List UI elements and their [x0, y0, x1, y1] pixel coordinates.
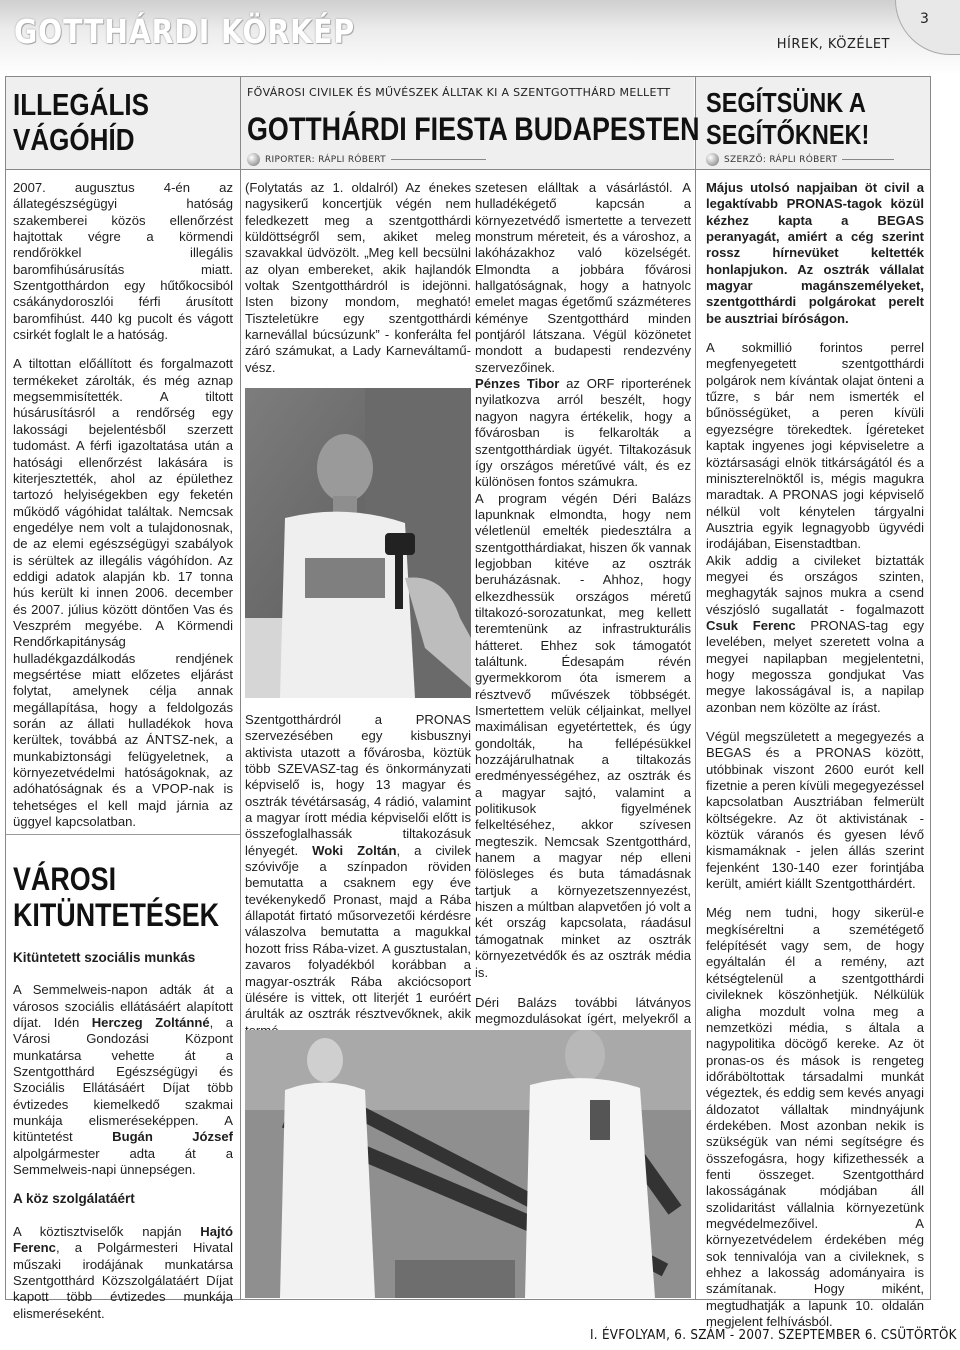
- person-name: Hajtó Ferenc: [13, 1223, 233, 1256]
- text: Szentgotthárdról a PRONAS szervezésében egy kisbusznyi aktivista utazott a fővárosba, köztük több SZEVASZ-tag és önkormányzati képviselő is, hogy 13 magyar és osztrák tévétársaság, 4 rádió, valamint a magyar írott média képviselői előtt is összefoglalhassák tiltakozásuk lényegét.: [245, 712, 471, 858]
- bullet-icon: [247, 153, 260, 166]
- person-name: Csuk Ferenc: [706, 617, 796, 633]
- byline-text: SZERZŐ: RÁPLI RÓBERT: [724, 154, 838, 165]
- newspaper-logo: GOTTHÁRDI KÖRKÉP: [14, 12, 355, 51]
- paragraph: [13, 982, 233, 1178]
- article-title-line1: SEGÍTSÜNK A: [706, 87, 866, 118]
- paragraph: A sokmillió forintos perrel megfenyegetett szentgotthárdi polgárok nem kívántak olajat önteni a tűzre, s bár nem ismerték el bűnösségüket, a peren kívüli egyezségre törekedtek. Ígéreteket kaptak ingyenes jogi képviseletre a köztársasági elnök titkárságától és a miniszterelnöktől is, mégis magukra maradtak. A PRONAS jogi képviselő nélkül volt kénytelen tárgyalni Ausztria egyik legnagyobb ügyvédi irodájában, Eisenstadtban.: [706, 340, 924, 552]
- text: az ORF riporterének nyilatkozva arról beszélt, hogy nagyon nagyra értékelik, hogy a fővárosban is felkarolták a szentgotthárdiak ügyét. Tiltakozásuk így országos méretűvé vált, és ez különösen fontos számukra.: [475, 376, 692, 490]
- paragraph: A program végén Déri Balázs lapunknak elmondta, hogy nem véletlenül emelték piedesztálra a szentgotthárdiakat, hiszen ők vannak legjobban kitéve az osztrák beruházásnak. - Ahhoz, hogy elkezdhessük országos méretű tiltakozó-sorozatunkat, meg kellett teremtenünk az infrastrukturális hátteret. Ehhez sok támogatót találtunk. Édesapám révén gyermekkorom óta ismerem a résztvevő művészek többségét. Ismertettem velük céljainkat, mellyel maximálisan egyetértettek, és úgy gondolták, ha fellépésükkel hozzájárulhatnak a tiltakozás eredményességéhez, az osztrák és a magyar sajtó, valamint a politikusok figyelmének felkeltéséhez, akkor szívesen megteszik. Nemcsak Szentgotthárd, hanem a magyar nép elleni fölösleges és buta támadásnak tartjuk a környezetszennyezést, hiszen a múltban alapvetően jó volt a két ország kapcsolata, ráadásul támogatnak minket az osztrák környezetvédők és az osztrák média is.: [475, 490, 691, 980]
- left-article-body: [13, 180, 233, 830]
- issue-footer: I. ÉVFOLYAM, 6. SZÁM - 2007. SZEPTEMBER 6. CSÜTÖRTÖK: [590, 1328, 957, 1343]
- mid-col2: [475, 180, 691, 1060]
- left-divider: [6, 834, 240, 835]
- article-kicker: FŐVÁROSI CIVILEK ÉS MŰVÉSZEK ÁLLTAK KI A SZENTGOTTHÁRD MELLETT: [247, 86, 671, 99]
- bullet-icon: [706, 153, 719, 166]
- text: , a Városi Gondozási Központ munkatársa vehette át a Szentgotthárd Egészségügyi és Szociális Ellátásáért Díjat több évtizedes kiemelkedő szakmai munkája elismeréseképpen. A kitüntetést: [13, 1015, 233, 1145]
- paragraph: [245, 712, 471, 1039]
- interview-photo-art: [245, 388, 471, 698]
- left-awards-body: [13, 950, 233, 1322]
- section-title-line1: VÁROSI: [13, 861, 117, 897]
- person-name: Woki Zoltán: [312, 842, 397, 858]
- lead-paragraph: Május utolsó napjaiban öt civil a legaktívabb PRONAS-tagok közül kézhez kapta a BEGAS peranyagát, amiért a cég szerint rossz hírnevüket keltették honlapjukon. Az osztrák vállalat magyar magánszemélyeket, szentgotthárdi polgárokat perelt be ausztriai bíróságon.: [706, 180, 924, 326]
- header-divider: [5, 169, 931, 170]
- byline: [247, 153, 486, 166]
- mid-col1-bottom: [245, 712, 471, 1039]
- section-title-line2: KITÜNTETÉSEK: [13, 897, 220, 933]
- person-name: Pénzes Tibor: [475, 376, 560, 392]
- paragraph: [13, 1224, 233, 1322]
- article-title-line2: SEGÍTŐKNEK!: [706, 119, 870, 150]
- text: A Semmelweis-napon adták át a városos szociális ellátásáért alapított díjat. Idén: [13, 982, 233, 1031]
- byline-rule: [391, 159, 486, 160]
- paragraph: Déri Balázs további látványos megmozdulásokat ígért, melyekről a: [475, 994, 691, 1027]
- article-title-line1: ILLEGÁLIS: [13, 87, 149, 122]
- byline-rule: [842, 159, 894, 160]
- paragraph: [475, 376, 691, 490]
- award-subheading: Kitüntetett szociális munkás: [13, 950, 196, 965]
- text: , a civilek szóvivője a színpadon röviden bemutatta a csaknem egy éve tevékenykedő Pronast, majd a Rába állapotát firtató műsorvezetői kérdésre válaszolva bemutatta a magukkal hozott friss Rába-vizet. A gusztustalan, zavaros folyadékból korábban a magyar-osztrák Rába akciócsoport ülésére is vittek, ott literjét 1 euróért árulták az osztrák résztvevőknek, akik: [245, 842, 472, 1022]
- text: A köztisztviselők napján: [13, 1223, 201, 1239]
- photo-singers: [245, 1030, 691, 1298]
- text: alpolgármester adta át a Semmelweis-napi ünnepségen.: [13, 1145, 233, 1178]
- article-title-line2: VÁGÓHÍD: [13, 122, 135, 157]
- byline: [706, 153, 894, 166]
- person-name: Bugán József: [112, 1129, 234, 1145]
- article-title: GOTTHÁRDI FIESTA BUDAPESTEN: [247, 111, 700, 147]
- person-name: Herczeg Zoltánné: [91, 1015, 210, 1031]
- mid-col1-top: [245, 180, 471, 376]
- section-label: HÍREK, KÖZÉLET: [776, 37, 890, 52]
- byline-text: RIPORTER: RÁPLI RÓBERT: [265, 154, 386, 165]
- paragraph: [706, 553, 924, 716]
- award-subheading: A köz szolgálatáért: [13, 1191, 135, 1207]
- paragraph: (Folytatás az 1. oldalról) Az énekes nagysikerű koncertjük végén nem feledkezett meg a szentgotthárdi küldöttségről sem, akiket meleg szavakkal üdvözölt. „Meg kell becsülni az olyan embereket, akik hajlandók voltak Szentgotthárdról is idejönni. Isten bizony mondom, megható! Tiszteletükre egy szentgotthárdi karnevállal búcsúzunk” - konferálta fel záró számukat, a Lady Karneváltaművész.: [245, 180, 471, 375]
- paragraph: Végül megszületett a megegyezés a BEGAS és a PRONAS között, utóbbinak viszont 2600 eurót kell fizetnie a peren kívüli megegyezéssel kapcsolatban Ausztriában felmerült költségekre. Az öt aktivistának - köztük váranós és gyesen lévő kismamáknak - jelen állás szerint fejenként 130-140 ezer forintjába került, amiért kiállt Szentgotthárdért.: [706, 729, 924, 892]
- photo-interview: [245, 388, 471, 698]
- text: , a Polgármesteri Hivatal műszaki irodájának munkatársa Szentgotthárd Közszolgálatáért Díjat kapott több évtizedes munkája elismeréseként.: [13, 1240, 233, 1321]
- singers-photo-art: [245, 1030, 691, 1298]
- paragraph: szetesen elálltak a vásárlástól. A hulladékégető kapcsán a környezetvédő ismertette a tervezett monstrum méreteit, és a városhoz, a lakóházakhoz való közelségét. Elmondta a jobbára fővárosi hallgatóságnak, hogy a hatnyolc emelet magas égetőmű százméteres kéménye Szentgotthárd minden pontjáról látszana. Végül közönetet mondott a budapesti rendezvény szervezőinek.: [475, 180, 691, 375]
- paragraph: A tiltottan előállított és forgalmazott termékeket zárolták, és még aznap megsemmisítették. A tiltott húsárusításról a rendőrség egy lakossági bejelentésből szerzett tudomást. A férfi igazoltatása után a hatósági ellenőrzést lakására is kiterjesztették, ahol az épülethez tartozó helyiségekben egy feketén működő vágóhidat találtak. Nemcsak engedélye nem volt a tulajdonosnak, de az elemi egészségügyi szabályok is sérültek az illegális vágóhídon. Az eddigi adatok alapján kb. 17 tonna hús került ki innen 2006. december és 2007. július között döntően Vas és Veszprém megyébe. A Körmendi Rendőrkapitányság hulladékgazdálkodás rendjének megsértése miatt előzetes eljárást folytat, amelynek célja annak megállapítása, hogy a feldolgozás során az állati hulladékok hova kerültek, továbbá az ÁNTSZ-nek, a munkabiztonsági felügyeletnek, a környezetvédelmi hatóságoknak, az adóhatóságnak és a VPOP-nak is tehetséges el kell majd járnia az üggyel kapcsolatban.: [13, 356, 233, 830]
- text: Akik addig a civileket biztatták megyei és országos szinten, meghagyták sajnos mukra a csend vészjósló sugallatát - fogalmazott: [706, 552, 924, 617]
- text: PRONAS-tag egy levelében, melyet szeretett volna a megyei napilapban megjelentetni, hogy megossza gondjukat Vas megye lakosságával is, a napilap azonban nem közölte az írást.: [706, 617, 924, 715]
- paragraph: Még nem tudni, hogy sikerül-e megkíséreltni a szemétégető felépítését vagy sem, de hogy egyáltalán él a remény, azt kétségtelenül a szentgotthárdi civileknek köszönhetjük. Nélkülük aligha mozdult volna meg a nemzetközi média, s általa a nagypolitika döcögő kereke. Az öt pronas-os és mások is rengeteg időráböltottak társadalmi munkát végeztek, és eddig sem kevés anyagi áldozatot vállaltak mindnyájunk érdekében. Most azonban nekik is szükségük van némi segítségre és összefogásra, hogy kifizethessék a fenti összeget. Szentgotthárd lakosságának módjában áll szolidaritást vállalnia környezetünk megvédelmezőivel. A környezetvédelem érdekében még sok tennivalója van a civileknek, s ehhez a lakosság adományaira is számítanak. Hogy miként, megtudhatják a lapunk 10. oldalán megjelent felhívásból.: [706, 905, 924, 1330]
- right-article-body: [706, 180, 924, 1330]
- paragraph: 2007. augusztus 4-én az állategészségügyi hatóság szakemberei közös ellenőrzést hajtottak végre a körmendi rendőrökkel illegális baromfihúsárusítás miatt. Szentgotthárdon egy hűtőkocsiból csákánydoroszlói férfi árusított baromfihúst. 440 kg pucolt és vágott csirkét foglalt le a hatóság.: [13, 180, 233, 343]
- page-number: 3: [920, 11, 929, 27]
